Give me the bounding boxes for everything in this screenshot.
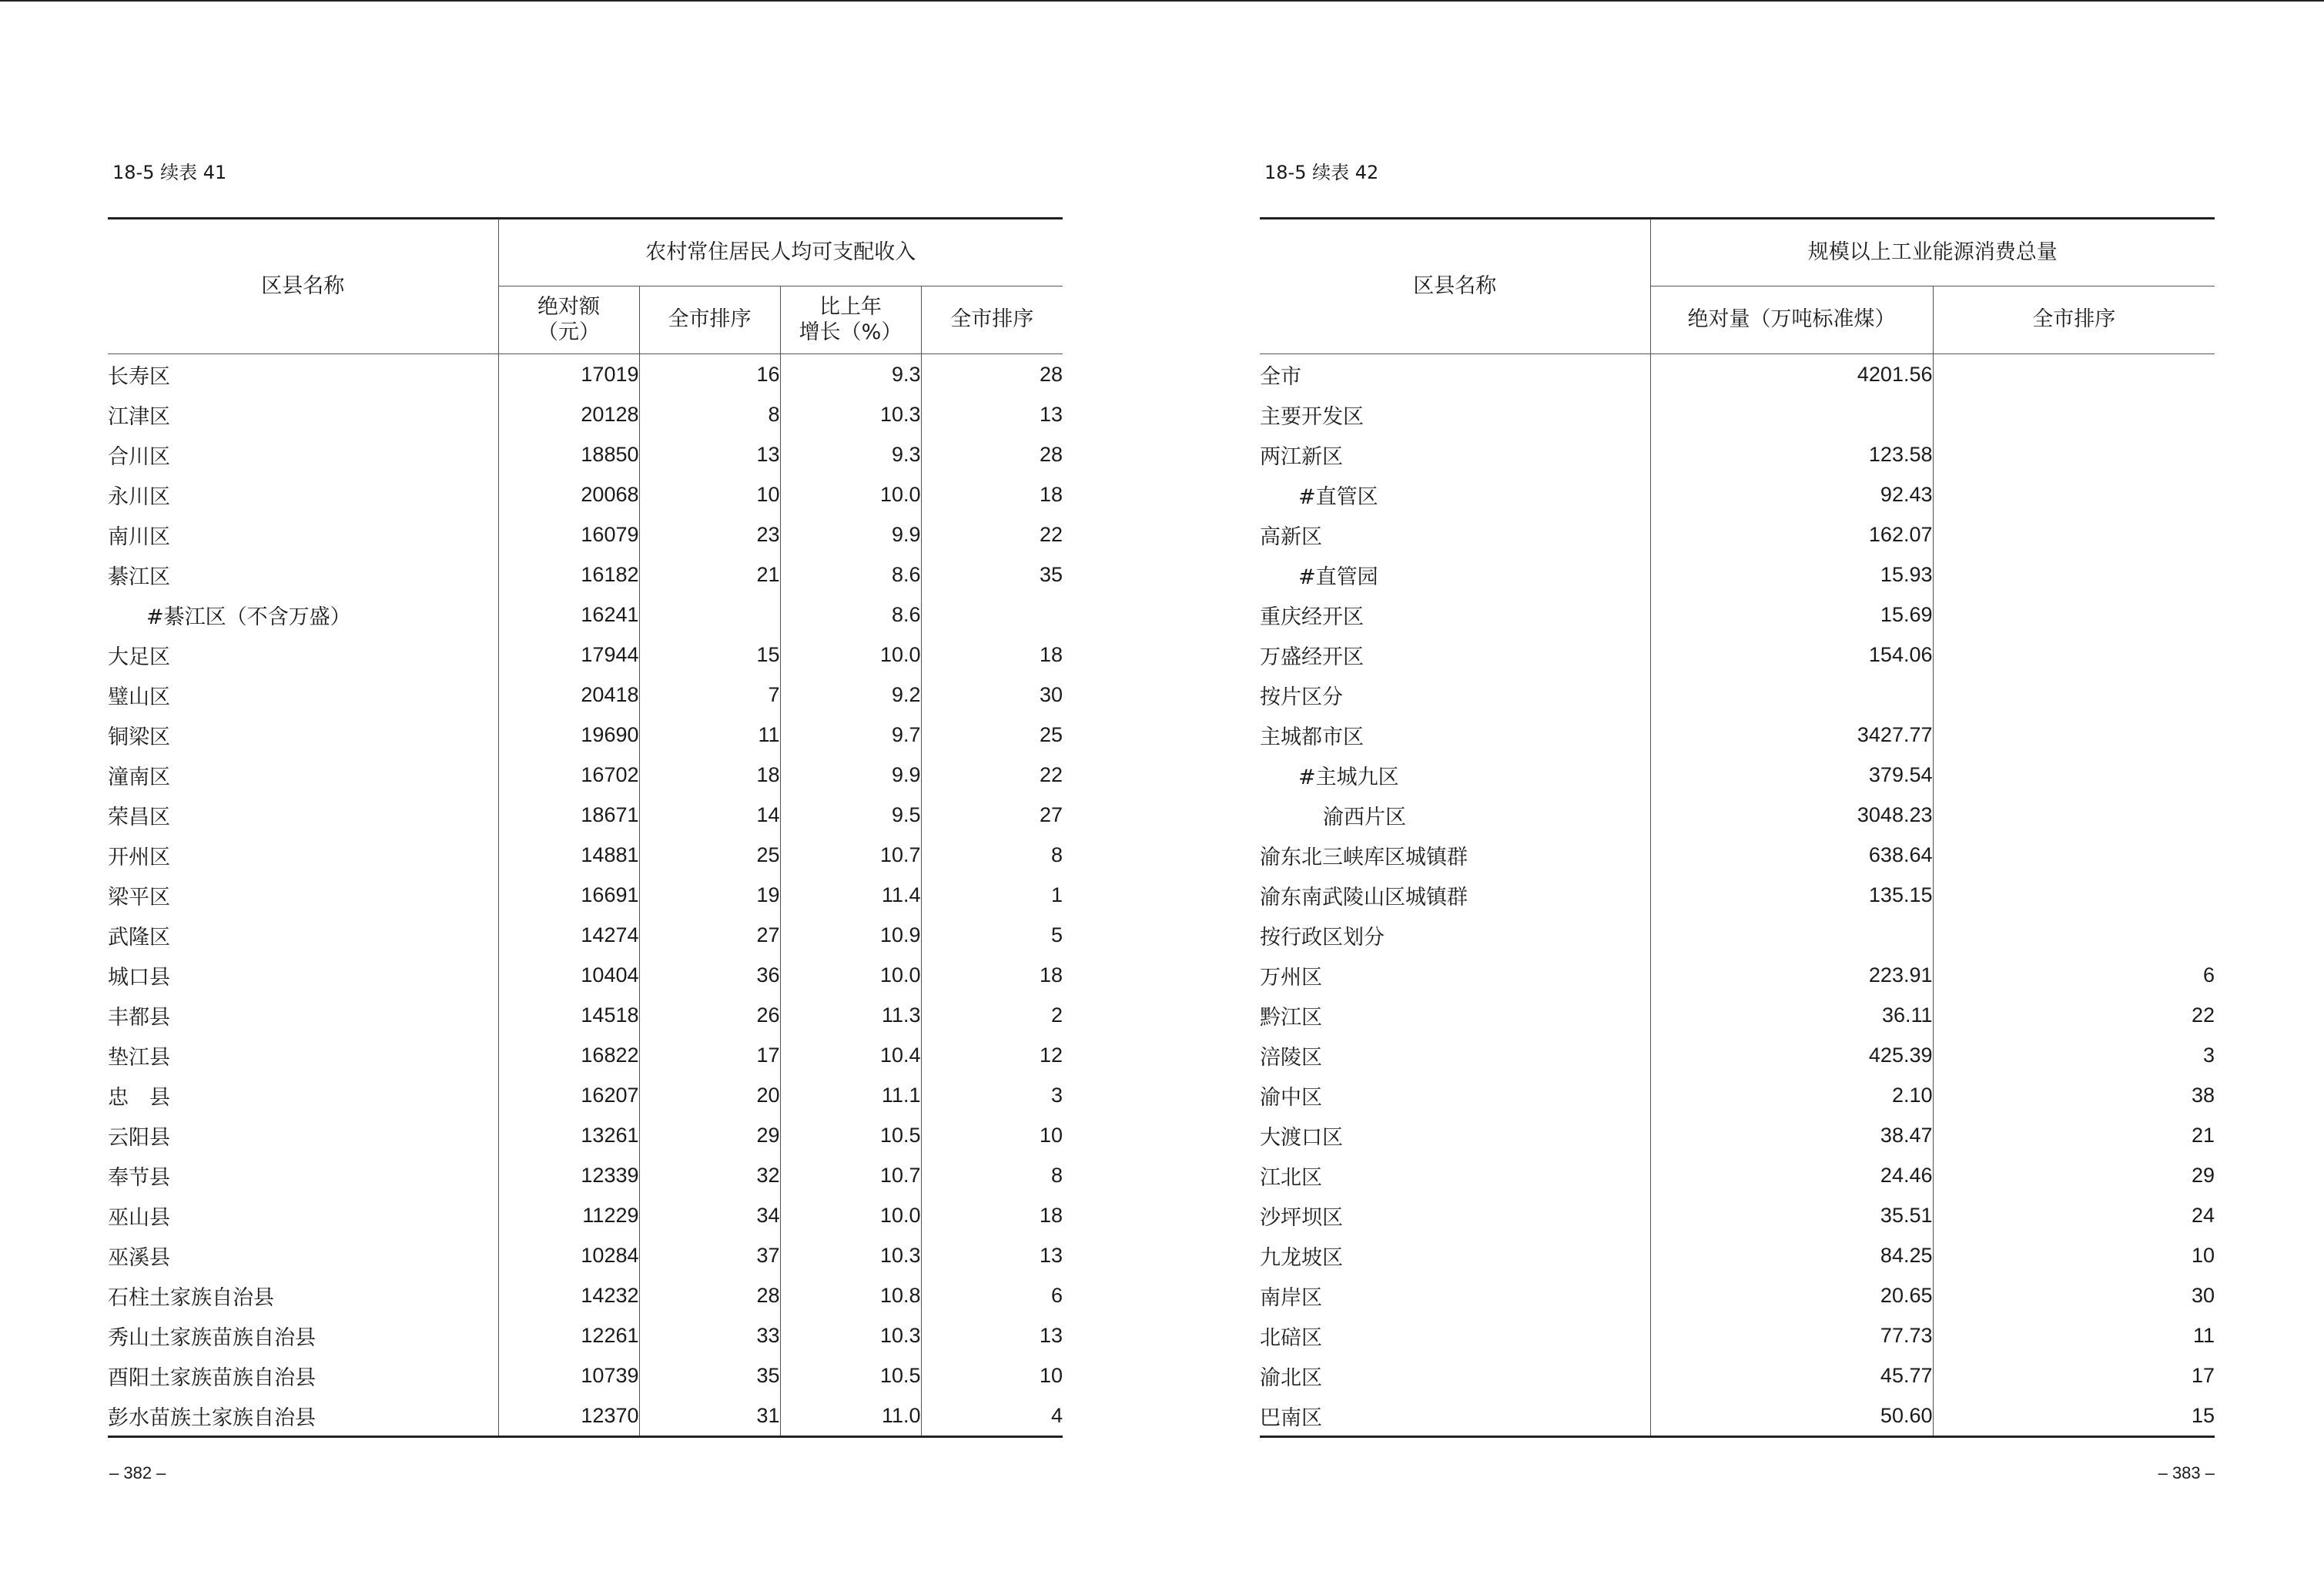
growth-rank-cell: 22 bbox=[1039, 522, 1063, 546]
district-name-cell: 主要开发区 bbox=[1260, 394, 1650, 434]
absolute-amount-cell: 3427.77 bbox=[1650, 715, 1933, 755]
growth-rank-cell: 10 bbox=[1039, 1363, 1063, 1387]
growth-rank-cell: 10 bbox=[1039, 1123, 1063, 1147]
district-name-cell: 铜梁区 bbox=[108, 715, 498, 755]
district-name-cell: 渝中区 bbox=[1260, 1075, 1650, 1115]
growth-rank-cell: 1 bbox=[1050, 883, 1063, 906]
table-row bbox=[1260, 1075, 2215, 1115]
district-name-cell: 石柱土家族自治县 bbox=[108, 1275, 498, 1315]
growth-cell: 8.6 bbox=[780, 554, 921, 595]
absolute-amount-cell: 20068 bbox=[498, 474, 639, 514]
absolute-amount-cell: 379.54 bbox=[1650, 755, 1933, 795]
district-name-cell: 北碚区 bbox=[1260, 1315, 1650, 1355]
growth-cell: 10.0 bbox=[780, 635, 921, 675]
absolute-amount-cell: 35.51 bbox=[1650, 1195, 1933, 1235]
rank-cell bbox=[1933, 755, 2215, 795]
absolute-amount-cell: 16241 bbox=[498, 595, 639, 635]
absolute-amount-cell: 38.47 bbox=[1650, 1115, 1933, 1155]
table-row bbox=[108, 1195, 1063, 1235]
absolute-amount-cell: 45.77 bbox=[1650, 1355, 1933, 1395]
growth-cell: 11.3 bbox=[780, 995, 921, 1035]
rank-cell: 32 bbox=[639, 1155, 780, 1195]
growth-cell: 10.7 bbox=[780, 1155, 921, 1195]
rank-cell: 20 bbox=[639, 1075, 780, 1115]
district-name-cell: 南岸区 bbox=[1260, 1275, 1650, 1315]
district-name-cell: 主城都市区 bbox=[1260, 715, 1650, 755]
table-caption: 18-5 续表 41 bbox=[112, 162, 227, 183]
absolute-amount-cell: 36.11 bbox=[1650, 995, 1933, 1035]
table-row bbox=[1260, 1315, 2215, 1355]
table-row bbox=[108, 1315, 1063, 1355]
table-row bbox=[1260, 1035, 2215, 1075]
rank-cell: 15 bbox=[1933, 1395, 2215, 1437]
absolute-amount-cell: 24.46 bbox=[1650, 1155, 1933, 1195]
header-energy-group: 规模以上工业能源消费总量 bbox=[1650, 219, 2215, 286]
table-row bbox=[108, 554, 1063, 595]
absolute-amount-cell: 15.93 bbox=[1650, 554, 1933, 595]
rank-cell: 36 bbox=[639, 955, 780, 995]
table-row bbox=[108, 354, 1063, 395]
page-number: – 383 – bbox=[2158, 1463, 2215, 1482]
rank-cell bbox=[1933, 795, 2215, 835]
district-name-cell: 巫山县 bbox=[108, 1195, 498, 1235]
table-caption: 18-5 续表 42 bbox=[1264, 162, 1379, 183]
growth-rank-cell: 27 bbox=[1039, 802, 1063, 826]
table-row bbox=[108, 1235, 1063, 1275]
rank-cell: 26 bbox=[639, 995, 780, 1035]
growth-rank-cell: 6 bbox=[1050, 1283, 1063, 1307]
growth-cell: 9.9 bbox=[780, 755, 921, 795]
rank-cell: 13 bbox=[639, 434, 780, 474]
table-row bbox=[108, 1035, 1063, 1075]
table-row bbox=[1260, 675, 2215, 715]
rank-cell: 25 bbox=[639, 835, 780, 875]
absolute-amount-cell: 16822 bbox=[498, 1035, 639, 1075]
district-name-cell: 渝东南武陵山区城镇群 bbox=[1260, 875, 1650, 915]
district-name-cell: 綦江区 bbox=[108, 554, 498, 595]
table-row bbox=[1260, 514, 2215, 554]
rank-cell: 24 bbox=[2191, 1203, 2215, 1227]
table-row bbox=[1260, 1355, 2215, 1395]
district-name-cell: 丰都县 bbox=[108, 995, 498, 1035]
absolute-amount-cell: 123.58 bbox=[1650, 434, 1933, 474]
rank-cell bbox=[1933, 835, 2215, 875]
header-growth-line2: 增长（%） bbox=[799, 320, 902, 344]
district-name-cell: 全市 bbox=[1260, 354, 1650, 395]
district-name-cell: 巫溪县 bbox=[108, 1235, 498, 1275]
growth-rank-cell: 4 bbox=[921, 1395, 1063, 1437]
table-row bbox=[108, 955, 1063, 995]
district-name-cell: 按片区分 bbox=[1260, 675, 1650, 715]
absolute-amount-cell: 16182 bbox=[498, 554, 639, 595]
table-row bbox=[1260, 1395, 2215, 1437]
growth-rank-cell: 30 bbox=[1039, 682, 1063, 706]
growth-cell: 9.2 bbox=[780, 675, 921, 715]
rank-cell: 10 bbox=[639, 474, 780, 514]
table-row bbox=[1260, 835, 2215, 875]
rank-cell: 33 bbox=[639, 1315, 780, 1355]
absolute-amount-cell: 14274 bbox=[498, 915, 639, 955]
rank-cell bbox=[1933, 875, 2215, 915]
rank-cell: 34 bbox=[639, 1195, 780, 1235]
growth-cell: 10.3 bbox=[780, 1315, 921, 1355]
district-name-cell: 高新区 bbox=[1260, 514, 1650, 554]
rank-cell: 10 bbox=[2191, 1243, 2215, 1267]
growth-cell: 10.3 bbox=[780, 394, 921, 434]
table-row bbox=[1260, 554, 2215, 595]
rural-income-table-body bbox=[108, 354, 1063, 1437]
table-row bbox=[108, 394, 1063, 434]
absolute-amount-cell: 162.07 bbox=[1650, 514, 1933, 554]
district-name-cell: 垫江县 bbox=[108, 1035, 498, 1075]
growth-cell: 8.6 bbox=[780, 595, 921, 635]
table-row bbox=[1260, 875, 2215, 915]
district-name-cell: 武隆区 bbox=[108, 915, 498, 955]
rank-cell: 16 bbox=[639, 354, 780, 395]
growth-cell: 10.0 bbox=[780, 955, 921, 995]
header-rank: 全市排序 bbox=[2032, 307, 2116, 332]
rank-cell: 28 bbox=[639, 1275, 780, 1315]
growth-rank-cell: 5 bbox=[1050, 923, 1063, 946]
growth-cell: 11.4 bbox=[780, 875, 921, 915]
district-name-cell: 重庆经开区 bbox=[1260, 595, 1650, 635]
absolute-amount-cell: 4201.56 bbox=[1650, 354, 1933, 395]
growth-cell: 10.5 bbox=[780, 1355, 921, 1395]
table-row bbox=[108, 1395, 1063, 1437]
growth-rank-cell: 35 bbox=[1039, 562, 1063, 586]
growth-rank-cell: 18 bbox=[1039, 482, 1063, 506]
district-name-cell: 渝西片区 bbox=[1260, 795, 1650, 835]
growth-rank-cell: 28 bbox=[1039, 442, 1063, 466]
growth-cell: 10.8 bbox=[780, 1275, 921, 1315]
absolute-amount-cell: 15.69 bbox=[1650, 595, 1933, 635]
table-row bbox=[108, 635, 1063, 675]
absolute-amount-cell: 20128 bbox=[498, 394, 639, 434]
absolute-amount-cell: 12339 bbox=[498, 1155, 639, 1195]
rank-cell: 11 bbox=[639, 715, 780, 755]
absolute-amount-cell: 18850 bbox=[498, 434, 639, 474]
header-district-name: 区县名称 bbox=[108, 219, 498, 354]
absolute-amount-cell: 14232 bbox=[498, 1275, 639, 1315]
absolute-amount-cell: 14518 bbox=[498, 995, 639, 1035]
table-row bbox=[108, 875, 1063, 915]
rank-cell bbox=[1933, 635, 2215, 675]
absolute-amount-cell: 16079 bbox=[498, 514, 639, 554]
rank-cell bbox=[1933, 554, 2215, 595]
table-row bbox=[1260, 595, 2215, 635]
absolute-amount-cell: 3048.23 bbox=[1650, 795, 1933, 835]
table-row bbox=[1260, 635, 2215, 675]
district-name-cell: 南川区 bbox=[108, 514, 498, 554]
growth-cell: 10.9 bbox=[780, 915, 921, 955]
table-row bbox=[108, 675, 1063, 715]
growth-rank-cell bbox=[921, 595, 1063, 635]
table-row bbox=[108, 1155, 1063, 1195]
table-row bbox=[108, 1115, 1063, 1155]
table-row bbox=[1260, 755, 2215, 795]
rank-cell: 11 bbox=[2192, 1323, 2215, 1347]
absolute-amount-cell: 425.39 bbox=[1650, 1035, 1933, 1075]
table-row bbox=[108, 835, 1063, 875]
header-growth-line1: 比上年 bbox=[819, 295, 882, 320]
table-row bbox=[1260, 915, 2215, 955]
growth-rank-cell: 22 bbox=[1039, 762, 1063, 786]
energy-consumption-table bbox=[1260, 217, 2215, 1438]
table-row bbox=[1260, 1115, 2215, 1155]
table-row bbox=[1260, 955, 2215, 995]
energy-consumption-table-body bbox=[1260, 354, 2215, 1437]
absolute-amount-cell: 10284 bbox=[498, 1235, 639, 1275]
district-name-cell: 两江新区 bbox=[1260, 434, 1650, 474]
header-absolute-amount: 绝对量（万吨标准煤） bbox=[1650, 286, 1933, 354]
header-district-name: 区县名称 bbox=[1260, 219, 1650, 354]
rank-cell: 3 bbox=[2202, 1043, 2215, 1067]
growth-cell: 9.9 bbox=[780, 514, 921, 554]
absolute-amount-cell: 154.06 bbox=[1650, 635, 1933, 675]
absolute-amount-cell: 20418 bbox=[498, 675, 639, 715]
district-name-cell: #綦江区（不含万盛） bbox=[108, 595, 498, 635]
district-name-cell: #直管园 bbox=[1260, 554, 1650, 595]
rank-cell bbox=[1933, 595, 2215, 635]
district-name-cell: 开州区 bbox=[108, 835, 498, 875]
growth-rank-cell: 3 bbox=[1050, 1083, 1063, 1107]
rank-cell: 6 bbox=[2202, 963, 2215, 987]
header-rank-2: 全市排序 bbox=[950, 307, 1034, 332]
absolute-amount-cell: 20.65 bbox=[1650, 1275, 1933, 1315]
growth-cell: 10.0 bbox=[780, 474, 921, 514]
district-name-cell: 按行政区划分 bbox=[1260, 915, 1650, 955]
rank-cell: 21 bbox=[2191, 1123, 2215, 1147]
rank-cell: 29 bbox=[639, 1115, 780, 1155]
rank-cell: 35 bbox=[639, 1355, 780, 1395]
absolute-amount-cell: 16207 bbox=[498, 1075, 639, 1115]
rank-cell: 29 bbox=[2191, 1163, 2215, 1187]
district-name-cell: 长寿区 bbox=[108, 354, 498, 395]
right-page bbox=[1260, 0, 2215, 1588]
rank-cell bbox=[1933, 715, 2215, 755]
growth-rank-cell: 13 bbox=[1039, 1243, 1063, 1267]
district-name-cell: 万盛经开区 bbox=[1260, 635, 1650, 675]
table-row bbox=[108, 915, 1063, 955]
rank-cell bbox=[1933, 474, 2215, 514]
growth-rank-cell: 2 bbox=[1050, 1003, 1063, 1027]
rank-cell: 31 bbox=[639, 1395, 780, 1437]
growth-cell: 10.7 bbox=[780, 835, 921, 875]
table-row bbox=[108, 595, 1063, 635]
district-name-cell: 江北区 bbox=[1260, 1155, 1650, 1195]
growth-rank-cell: 12 bbox=[1039, 1043, 1063, 1067]
table-row bbox=[108, 995, 1063, 1035]
rank-cell bbox=[1933, 915, 2215, 955]
table-row bbox=[1260, 995, 2215, 1035]
rank-cell: 27 bbox=[639, 915, 780, 955]
district-name-cell: 江津区 bbox=[108, 394, 498, 434]
rank-cell bbox=[639, 595, 780, 635]
page-number: – 382 – bbox=[109, 1463, 166, 1482]
growth-rank-cell: 25 bbox=[1039, 722, 1063, 746]
absolute-amount-cell: 19690 bbox=[498, 715, 639, 755]
absolute-amount-cell: 17944 bbox=[498, 635, 639, 675]
absolute-amount-cell: 10739 bbox=[498, 1355, 639, 1395]
absolute-amount-cell: 50.60 bbox=[1650, 1395, 1933, 1437]
absolute-amount-cell: 12261 bbox=[498, 1315, 639, 1355]
growth-rank-cell: 13 bbox=[1039, 402, 1063, 426]
district-name-cell: 渝东北三峡库区城镇群 bbox=[1260, 835, 1650, 875]
district-name-cell: 酉阳土家族苗族自治县 bbox=[108, 1355, 498, 1395]
table-row bbox=[108, 1355, 1063, 1395]
district-name-cell: #直管区 bbox=[1260, 474, 1650, 514]
district-name-cell: 大渡口区 bbox=[1260, 1115, 1650, 1155]
absolute-amount-cell: 10404 bbox=[498, 955, 639, 995]
district-name-cell: 巴南区 bbox=[1260, 1395, 1650, 1437]
growth-rank-cell: 8 bbox=[1050, 843, 1063, 866]
absolute-amount-cell bbox=[1650, 915, 1933, 955]
growth-cell: 11.1 bbox=[780, 1075, 921, 1115]
district-name-cell: 涪陵区 bbox=[1260, 1035, 1650, 1075]
growth-cell: 11.0 bbox=[780, 1395, 921, 1437]
district-name-cell: #主城九区 bbox=[1260, 755, 1650, 795]
absolute-amount-cell: 135.15 bbox=[1650, 875, 1933, 915]
district-name-cell: 大足区 bbox=[108, 635, 498, 675]
rank-cell bbox=[1933, 675, 2215, 715]
rank-cell: 38 bbox=[2191, 1083, 2215, 1107]
table-row bbox=[1260, 354, 2215, 395]
growth-cell: 10.0 bbox=[780, 1195, 921, 1235]
table-row bbox=[108, 755, 1063, 795]
header-rural-income-group: 农村常住居民人均可支配收入 bbox=[498, 219, 1063, 286]
growth-rank-cell: 28 bbox=[921, 354, 1063, 395]
district-name-cell: 荣昌区 bbox=[108, 795, 498, 835]
table-row bbox=[1260, 1275, 2215, 1315]
district-name-cell: 合川区 bbox=[108, 434, 498, 474]
district-name-cell: 黔江区 bbox=[1260, 995, 1650, 1035]
rank-cell: 19 bbox=[639, 875, 780, 915]
district-name-cell: 云阳县 bbox=[108, 1115, 498, 1155]
table-row bbox=[1260, 715, 2215, 755]
table-row bbox=[108, 474, 1063, 514]
district-name-cell: 秀山土家族苗族自治县 bbox=[108, 1315, 498, 1355]
table-row bbox=[108, 434, 1063, 474]
rank-cell: 30 bbox=[2191, 1283, 2215, 1307]
district-name-cell: 奉节县 bbox=[108, 1155, 498, 1195]
absolute-amount-cell: 638.64 bbox=[1650, 835, 1933, 875]
table-row bbox=[108, 715, 1063, 755]
absolute-amount-cell: 16702 bbox=[498, 755, 639, 795]
district-name-cell: 梁平区 bbox=[108, 875, 498, 915]
absolute-amount-cell: 18671 bbox=[498, 795, 639, 835]
table-row bbox=[108, 1275, 1063, 1315]
table-row bbox=[108, 514, 1063, 554]
growth-cell: 10.4 bbox=[780, 1035, 921, 1075]
rural-income-table bbox=[108, 217, 1063, 1438]
district-name-cell: 永川区 bbox=[108, 474, 498, 514]
district-name-cell: 潼南区 bbox=[108, 755, 498, 795]
absolute-amount-cell: 223.91 bbox=[1650, 955, 1933, 995]
header-growth bbox=[780, 286, 921, 354]
absolute-amount-cell: 11229 bbox=[498, 1195, 639, 1235]
table-row bbox=[108, 795, 1063, 835]
growth-rank-cell: 8 bbox=[1050, 1163, 1063, 1187]
table-row bbox=[1260, 474, 2215, 514]
table-row bbox=[1260, 434, 2215, 474]
rank-cell bbox=[1933, 394, 2215, 434]
absolute-amount-cell: 84.25 bbox=[1650, 1235, 1933, 1275]
absolute-amount-cell: 14881 bbox=[498, 835, 639, 875]
growth-cell: 9.3 bbox=[780, 354, 921, 395]
rank-cell: 14 bbox=[639, 795, 780, 835]
growth-cell: 9.5 bbox=[780, 795, 921, 835]
table-row bbox=[1260, 394, 2215, 434]
district-name-cell: 沙坪坝区 bbox=[1260, 1195, 1650, 1235]
rank-cell: 37 bbox=[639, 1235, 780, 1275]
rank-cell: 7 bbox=[639, 675, 780, 715]
table-row bbox=[1260, 795, 2215, 835]
growth-cell: 9.7 bbox=[780, 715, 921, 755]
absolute-amount-cell bbox=[1650, 394, 1933, 434]
absolute-amount-cell: 17019 bbox=[498, 354, 639, 395]
growth-rank-cell: 13 bbox=[1039, 1323, 1063, 1347]
absolute-amount-cell: 12370 bbox=[498, 1395, 639, 1437]
rank-cell bbox=[1933, 434, 2215, 474]
header-absolute-amount-line1: 绝对额 bbox=[537, 295, 600, 320]
rank-cell: 22 bbox=[2191, 1003, 2215, 1027]
rank-cell: 18 bbox=[639, 755, 780, 795]
district-name-cell: 璧山区 bbox=[108, 675, 498, 715]
district-name-cell: 城口县 bbox=[108, 955, 498, 995]
table-row bbox=[1260, 1155, 2215, 1195]
growth-cell: 9.3 bbox=[780, 434, 921, 474]
header-absolute-amount-line2: （元） bbox=[537, 320, 600, 344]
header-absolute-amount bbox=[498, 286, 639, 354]
district-name-cell: 万州区 bbox=[1260, 955, 1650, 995]
absolute-amount-cell: 2.10 bbox=[1650, 1075, 1933, 1115]
rank-cell: 23 bbox=[639, 514, 780, 554]
growth-cell: 10.5 bbox=[780, 1115, 921, 1155]
rank-cell: 17 bbox=[639, 1035, 780, 1075]
absolute-amount-cell: 16691 bbox=[498, 875, 639, 915]
rank-cell: 21 bbox=[639, 554, 780, 595]
table-row bbox=[108, 1075, 1063, 1115]
left-page bbox=[108, 0, 1063, 1588]
growth-rank-cell: 18 bbox=[1039, 642, 1063, 666]
district-name-cell: 渝北区 bbox=[1260, 1355, 1650, 1395]
header-rank-1: 全市排序 bbox=[639, 286, 780, 354]
rank-cell: 15 bbox=[639, 635, 780, 675]
growth-cell: 10.3 bbox=[780, 1235, 921, 1275]
rank-cell: 17 bbox=[2191, 1363, 2215, 1387]
absolute-amount-cell: 77.73 bbox=[1650, 1315, 1933, 1355]
absolute-amount-cell bbox=[1650, 675, 1933, 715]
district-name-cell: 彭水苗族土家族自治县 bbox=[108, 1395, 498, 1437]
district-name-cell: 忠 县 bbox=[108, 1075, 498, 1115]
absolute-amount-cell: 13261 bbox=[498, 1115, 639, 1155]
table-row bbox=[1260, 1235, 2215, 1275]
district-name-cell: 九龙坡区 bbox=[1260, 1235, 1650, 1275]
rank-cell bbox=[1933, 354, 2215, 395]
table-row bbox=[1260, 1195, 2215, 1235]
rank-cell bbox=[1933, 514, 2215, 554]
growth-rank-cell: 18 bbox=[1039, 963, 1063, 987]
growth-rank-cell: 18 bbox=[1039, 1203, 1063, 1227]
rank-cell: 8 bbox=[639, 394, 780, 434]
absolute-amount-cell: 92.43 bbox=[1650, 474, 1933, 514]
